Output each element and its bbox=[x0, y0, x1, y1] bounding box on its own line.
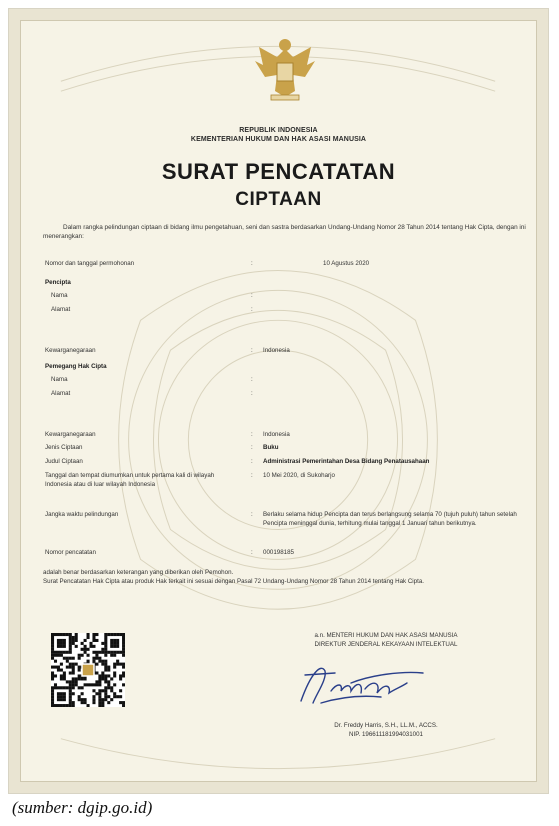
document-title: SURAT PENCATATAN bbox=[161, 159, 396, 184]
certificate-frame bbox=[8, 8, 549, 794]
field-value-pencipta-kewarganegaraan: Indonesia bbox=[263, 347, 290, 354]
document-subtitle: CIPTAAN bbox=[235, 189, 322, 210]
field-value-nomor-tanggal: 10 Agustus 2020 bbox=[323, 260, 370, 267]
field-label-jenis: Jenis Ciptaan bbox=[45, 444, 83, 451]
signatory-nip: NIP. 196611181994031001 bbox=[349, 731, 423, 738]
field-label-tanggal-umum: Tanggal dan tempat diumumkan untuk pertama kali di wilayah Indonesia atau di luar wilayah Indonesia bbox=[45, 472, 215, 488]
field-value-jenis: Buku bbox=[263, 444, 279, 451]
field-label-pemegang-nama: Nama bbox=[51, 376, 68, 383]
section-heading-pencipta: Pencipta bbox=[45, 279, 71, 286]
signature-on-behalf: a.n. MENTERI HUKUM DAN HAK ASASI MANUSIA bbox=[314, 632, 458, 639]
field-colon: : bbox=[251, 549, 253, 556]
field-label-pencipta-kewarganegaraan: Kewarganegaraan bbox=[45, 347, 96, 354]
qr-code-icon bbox=[51, 633, 125, 707]
field-label-pemegang-alamat: Alamat bbox=[51, 390, 71, 397]
field-label-pencipta-alamat: Alamat bbox=[51, 306, 71, 313]
certificate-paper bbox=[20, 20, 537, 782]
field-label-nomor-tanggal: Nomor dan tanggal permohonan bbox=[45, 260, 135, 267]
field-colon: : bbox=[251, 347, 253, 354]
field-value-nomor-pencatatan: 000198185 bbox=[263, 549, 294, 556]
intro-paragraph: Dalam rangka pelindungan ciptaan di bidang ilmu pengetahuan, seni dan sastra berdasarkan Undang-Undang Nomor 28 Tahun 2014 tentang Hak Cipta, dengan ini menerangkan: bbox=[43, 224, 526, 240]
header-ministry: KEMENTERIAN HUKUM DAN HAK ASASI MANUSIA bbox=[190, 136, 367, 143]
footer-legal-basis: Surat Pencatatan Hak Cipta atau produk Hak terkait ini sesuai dengan Pasal 72 Undang-Undang Nomor 28 Tahun 2014 tentang Hak Cipta. bbox=[43, 578, 425, 585]
section-heading-pemegang: Pemegang Hak Cipta bbox=[45, 363, 107, 370]
field-colon: : bbox=[251, 306, 253, 313]
field-label-pemegang-kewarganegaraan: Kewarganegaraan bbox=[45, 431, 96, 438]
footer-statement: adalah benar berdasarkan keterangan yang diberikan oleh Pemohon. bbox=[43, 569, 234, 576]
field-colon: : bbox=[251, 390, 253, 397]
field-colon: : bbox=[251, 444, 253, 451]
field-colon: : bbox=[251, 292, 253, 299]
field-value-pemegang-kewarganegaraan: Indonesia bbox=[263, 431, 290, 438]
signature-position: DIREKTUR JENDERAL KEKAYAAN INTELEKTUAL bbox=[314, 641, 458, 648]
field-colon: : bbox=[251, 511, 253, 518]
header-republic: REPUBLIK INDONESIA bbox=[239, 127, 318, 134]
field-label-jangka: Jangka waktu pelindungan bbox=[45, 511, 119, 518]
field-value-tanggal-umum: 10 Mei 2020, di Sukoharjo bbox=[263, 472, 335, 479]
source-caption: (sumber: dgip.go.id) bbox=[12, 798, 153, 817]
field-colon: : bbox=[251, 376, 253, 383]
field-label-judul: Judul Ciptaan bbox=[45, 458, 83, 465]
field-colon: : bbox=[251, 260, 253, 267]
garuda-emblem-icon bbox=[253, 35, 317, 103]
field-colon: : bbox=[251, 458, 253, 465]
field-value-judul: Administrasi Pemerintahan Desa Bidang Penatausahaan bbox=[263, 458, 430, 465]
field-label-nomor-pencatatan: Nomor pencatatan bbox=[45, 549, 96, 556]
field-colon: : bbox=[251, 431, 253, 438]
field-colon: : bbox=[251, 472, 253, 479]
handwritten-signature-icon bbox=[291, 653, 431, 713]
field-label-pencipta-nama: Nama bbox=[51, 292, 68, 299]
signatory-name: Dr. Freddy Harris, S.H., LL.M., ACCS. bbox=[334, 722, 438, 729]
field-value-jangka: Berlaku selama hidup Pencipta dan terus berlangsung selama 70 (tujuh puluh) tahun setelah Pencipta meninggal dunia, terhitung mulai tanggal 1 Januari tahun berikutnya. bbox=[263, 511, 517, 527]
